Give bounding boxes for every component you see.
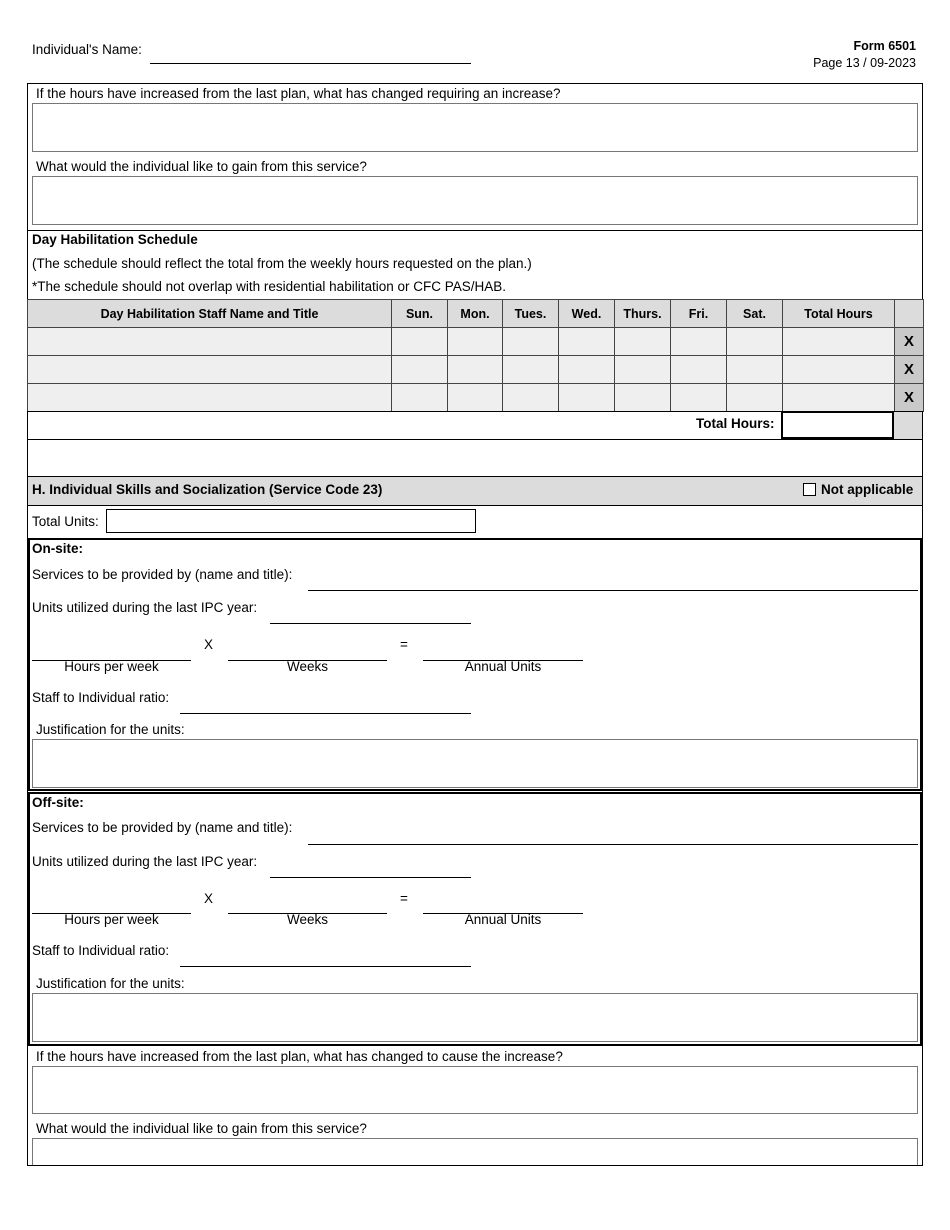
wed-cell[interactable]	[559, 384, 615, 412]
onsite-hours-label: Hours per week	[64, 659, 159, 674]
col-staff-name: Day Habilitation Staff Name and Title	[28, 300, 392, 328]
onsite-units-field[interactable]	[270, 623, 471, 624]
table-row	[28, 356, 924, 384]
table-row	[28, 384, 924, 412]
mon-cell[interactable]	[448, 328, 503, 356]
form-number: Form 6501	[853, 39, 916, 53]
sun-cell[interactable]	[392, 328, 448, 356]
col-mon: Mon.	[448, 300, 503, 328]
gain-answer-field[interactable]	[32, 176, 918, 225]
offsite-units-field[interactable]	[270, 877, 471, 878]
wed-cell[interactable]	[559, 356, 615, 384]
staff-name-cell[interactable]	[28, 328, 392, 356]
tues-cell[interactable]	[503, 384, 559, 412]
col-wed: Wed.	[559, 300, 615, 328]
onsite-ratio-field[interactable]	[180, 713, 471, 714]
wed-cell[interactable]	[559, 328, 615, 356]
gain-question: What would the individual like to gain from this service?	[36, 159, 367, 174]
staff-name-cell[interactable]	[28, 356, 392, 384]
col-delete	[895, 300, 924, 328]
sun-cell[interactable]	[392, 356, 448, 384]
sat-cell[interactable]	[727, 356, 783, 384]
tues-cell[interactable]	[503, 356, 559, 384]
schedule-title: Day Habilitation Schedule	[32, 232, 198, 247]
onsite-justification-field[interactable]	[32, 739, 918, 788]
sat-cell[interactable]	[727, 384, 783, 412]
offsite-weeks-label: Weeks	[286, 912, 328, 927]
page-info: Page 13 / 09-2023	[813, 56, 916, 70]
onsite-ratio-label: Staff to Individual ratio:	[32, 690, 170, 705]
schedule-note-2: *The schedule should not overlap with residential habilitation or CFC PAS/HAB.	[32, 279, 506, 294]
col-tues: Tues.	[503, 300, 559, 328]
col-total-hours: Total Hours	[783, 300, 895, 328]
thurs-cell[interactable]	[615, 328, 671, 356]
sun-cell[interactable]	[392, 384, 448, 412]
col-fri: Fri.	[671, 300, 727, 328]
total-units-field[interactable]	[106, 509, 476, 533]
onsite-weeks-label: Weeks	[286, 659, 328, 674]
onsite-justification-label: Justification for the units:	[36, 722, 185, 737]
total-hours-cell[interactable]	[783, 384, 895, 412]
onsite-services-label: Services to be provided by (name and title):	[32, 567, 293, 582]
offsite-multiply-sign: X	[204, 891, 214, 906]
thurs-cell[interactable]	[615, 384, 671, 412]
schedule-table	[27, 299, 924, 412]
delete-row-button[interactable]: X	[895, 328, 924, 356]
sat-cell[interactable]	[727, 328, 783, 356]
divider	[27, 230, 923, 231]
fri-cell[interactable]	[671, 384, 727, 412]
offsite-services-label: Services to be provided by (name and title):	[32, 820, 293, 835]
not-applicable-checkbox[interactable]	[803, 483, 816, 496]
not-applicable-label: Not applicable	[821, 482, 914, 497]
increase-question: If the hours have increased from the last plan, what has changed requiring an increase?	[36, 86, 561, 101]
col-thurs: Thurs.	[615, 300, 671, 328]
offsite-justification-field[interactable]	[32, 993, 918, 1042]
tues-cell[interactable]	[503, 328, 559, 356]
col-sun: Sun.	[392, 300, 448, 328]
total-hours-field[interactable]	[781, 411, 894, 439]
h-increase-question: If the hours have increased from the last plan, what has changed to cause the increase?	[36, 1049, 563, 1064]
divider	[27, 439, 923, 440]
offsite-equals-sign: =	[400, 891, 408, 906]
offsite-hours-label: Hours per week	[64, 912, 159, 927]
onsite-units-label: Units utilized during the last IPC year:	[32, 600, 258, 615]
total-hours-label: Total Hours:	[696, 416, 775, 431]
h-gain-answer-field[interactable]	[32, 1138, 918, 1165]
total-hours-cell[interactable]	[783, 356, 895, 384]
onsite-heading: On-site:	[32, 541, 84, 556]
staff-name-cell[interactable]	[28, 384, 392, 412]
increase-answer-field[interactable]	[32, 103, 918, 152]
h-increase-answer-field[interactable]	[32, 1066, 918, 1114]
fri-cell[interactable]	[671, 328, 727, 356]
fri-cell[interactable]	[671, 356, 727, 384]
total-hours-cell[interactable]	[783, 328, 895, 356]
mon-cell[interactable]	[448, 384, 503, 412]
col-sat: Sat.	[727, 300, 783, 328]
onsite-multiply-sign: X	[204, 637, 214, 652]
total-units-label: Total Units:	[32, 514, 99, 529]
offsite-justification-label: Justification for the units:	[36, 976, 185, 991]
onsite-equals-sign: =	[400, 637, 408, 652]
offsite-ratio-label: Staff to Individual ratio:	[32, 943, 170, 958]
individual-name-label: Individual's Name:	[32, 42, 142, 57]
offsite-ratio-field[interactable]	[180, 966, 471, 967]
table-row	[28, 328, 924, 356]
mon-cell[interactable]	[448, 356, 503, 384]
section-h-title: H. Individual Skills and Socialization (Service Code 23)	[32, 482, 383, 497]
offsite-annual-label: Annual Units	[464, 912, 542, 927]
schedule-note-1: (The schedule should reflect the total from the weekly hours requested on the plan.)	[32, 256, 532, 271]
delete-row-button[interactable]: X	[895, 384, 924, 412]
schedule-header-row	[28, 300, 924, 328]
total-row-filler	[894, 412, 922, 439]
onsite-annual-label: Annual Units	[464, 659, 542, 674]
onsite-services-field[interactable]	[308, 590, 918, 591]
delete-row-button[interactable]: X	[895, 356, 924, 384]
individual-name-field[interactable]	[150, 63, 471, 64]
h-gain-question: What would the individual like to gain from this service?	[36, 1121, 367, 1136]
offsite-units-label: Units utilized during the last IPC year:	[32, 854, 258, 869]
offsite-heading: Off-site:	[32, 795, 84, 810]
offsite-services-field[interactable]	[308, 844, 918, 845]
thurs-cell[interactable]	[615, 356, 671, 384]
